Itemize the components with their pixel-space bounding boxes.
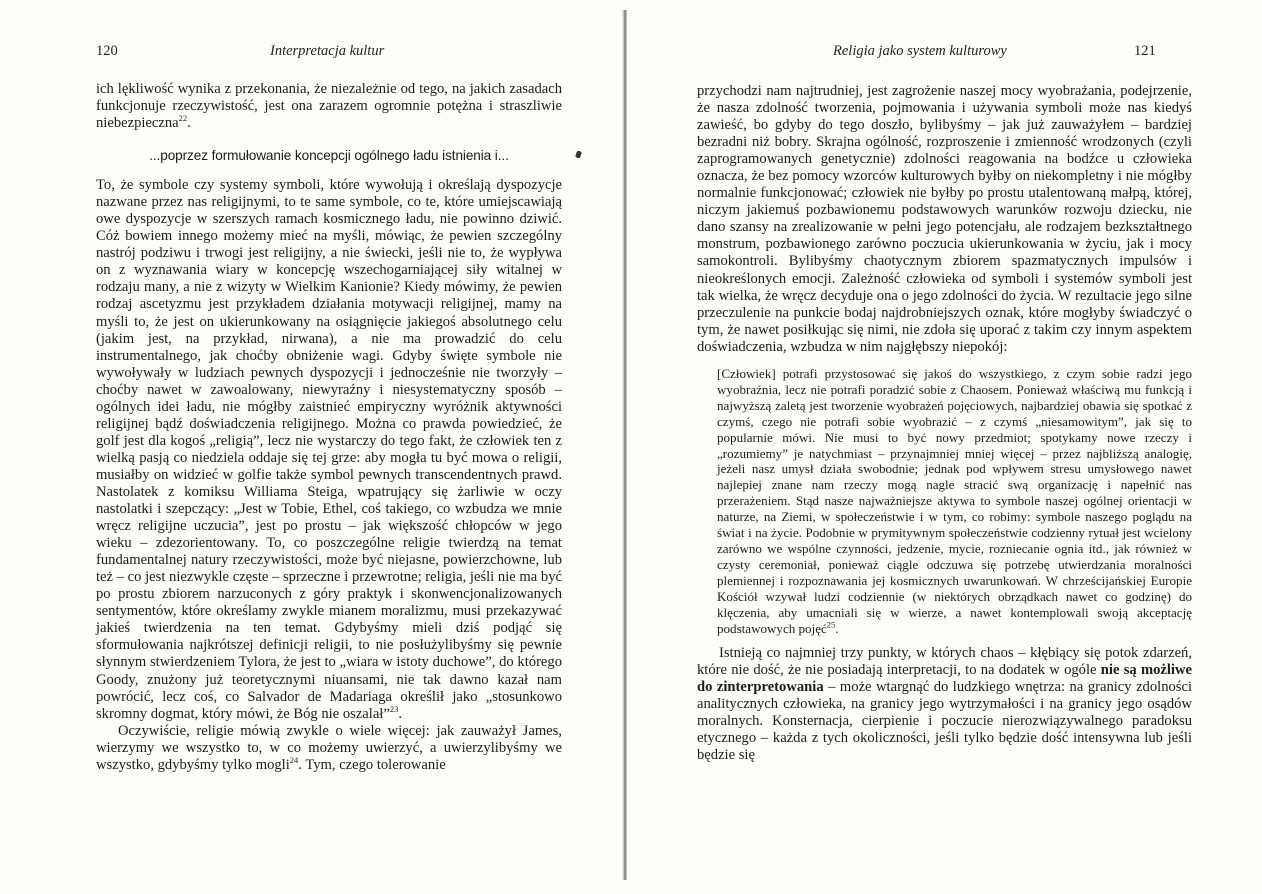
paragraph-tail: . Tym, czego tolerowanie bbox=[298, 756, 446, 773]
quote-tail: . bbox=[835, 621, 839, 636]
footnote-ref: 25 bbox=[826, 619, 836, 630]
top-paragraph: przychodzi nam najtrudniej, jest zagrożenie naszej mocy wyobrażania, podejrzenie, że nasza zdolność tworzenia, pojmowania i używania symboli może nas kiedyś zawieść, bo gdyby do tego doszło, bylibyśmy – jak już zauważyłem – bardziej bezradni niż bobry. Skrajna ogólność, rozproszenie i zmienność wrodzonych (czyli zaprogramowanych genetycznie) zdolności reagowania na bodźce u człowieka oznacza, że bez pomocy wzorców kulturowych byłby on niekompletny i nie mógłby normalnie funkcjonować; człowiek nie byłby po prostu utalentowaną małpą, której, niczym jakiemuś pozbawionemu podstawowych warunków rozwoju dziecku, nie dano szansy na zrealizowanie w pełni jego potencjału, ale rodzajem bezkształtnego monstrum, pozbawionego zarówno poczucia ukierunkowania w życiu, jak i mocy samokontroli. Bylibyśmy chaotycznym zbiorem spazmatycznych impulsów i nieokreślonych emocji. Zależność człowieka od symboli i systemów symboli jest tak wielka, że wręcz decyduje ona o jego zdolności do życia. W rezultacie jego silne przeczulenie na punkcie bodaj najdrobniejszych oznak, które mogłyby świadczyć o tym, że nawet posiłkując się nimi, nie zdoła się uporać z takim czy innym aspektem doświadczenia, wzbudza w nim najgłębszy niepokój: bbox=[697, 83, 1192, 355]
footnote-ref: 22 bbox=[178, 113, 188, 124]
paragraph-text: Oczywiście, religie mówią zwykle o wiele więcej: jak zauważył James, wierzymy we wszystko to, w co możemy uwierzyć, a uwierzylibyśmy we wszystko, gdybyśmy tylko mogli bbox=[96, 722, 562, 773]
right-page-body bbox=[697, 83, 1192, 764]
paragraph-text: To, że symbole czy systemy symboli, które wywołują i określają dyspozycje nazwane przez nas religijnymi, to te same symbole, co te, które umiejscawiają owe dyspozycje w szerszych ramach kosmicznego ładu, nie powinno dziwić. Cóż bowiem innego możemy mieć na myśli, mówiąc, że pewien szczególny nastrój podziwu i trwogi jest religijny, a nie świecki, jeśli nie to, że wypływa on z wyznawania wiary w koncepcję wszechogarniającej siły witalnej w rodzaju many, a nie z wizyty w Wielkim Kanionie? Kiedy mówimy, że pewien rodzaj ascetyzmu jest przykładem działania motywacji religijnej, mamy na myśli to, że jest on ukierunkowany na osiągnięcie jakiegoś absolutnego celu (jakim jest, na przykład, nirwana), a nie ma prowadzić do celu instrumentalnego, jak choćby obniżenie wagi. Gdyby święte symbole nie wywoływały w ludziach pewnych dyspozycji i jednocześnie nie tworzyły – choćby nawet w zawoalowany, niewyraźny i niesystematyczny sposób – ogólnych idei ładu, nie mógłby zaistnieć empiryczny wyróżnik aktywności religijnej bądź doświadczenia religijnego. Można co prawda powiedzieć, że golf jest dla kogoś „religią”, lecz nie wystarczy do tego fakt, że człowiek ten z wielką pasją co niedziela oddaje się tej grze: aby mogła tu być mowa o religii, musiałby on widzieć w golfie także symbol pewnych transcendentnych prawd. Nastolatek z komiksu Williama Steiga, wpatrujący się żarliwie w oczy nastolatki i szepczący: „Jest w Tobie, Ethel, coś takiego, co wzbudza we mnie wręcz religijne uczucia”, jest po prostu – jak większość chłopców w jego wieku – zdezorientowany. To, co poszczególne religie twierdzą na temat fundamentalnej natury rzeczywistości, może być niejasne, powierzchowne, lub też – co jest niezwykle częste – sprzeczne i przewrotne; religia, jeśli nie ma być po prostu zbiorem narzuconych z góry praktyk i skonwencjonalizowanych sentymentów, które określamy zwykle mianem moralizmu, musi przekazywać jakieś twierdzenia na ten temat. Gdybyśmy mieli dziś podjąć się sformułowania najkrótszej definicji religii, to nie posłużylibyśmy się pewnie słynnym stwierdzeniem Tylora, że jest to „wiara w istoty duchowe”, do którego Goody, znużony już teoretycznymi niuansami, nie tak dawno kazał nam powrócić, lecz coś, co Salvador de Madariaga określił jako „stosunkowo skromny dogmat, który mówi, że Bóg nie oszalał” bbox=[96, 177, 562, 722]
left-page-body bbox=[96, 81, 562, 774]
emphasis: nie są możliwe do zinterpretowania bbox=[697, 662, 1193, 696]
paragraph-text: ich lękliwość wynika z przekonania, że niezależnie od tego, na jakich zasadach funkcjonuje rzeczywistość, jest ona zarazem ogromnie potężna i straszliwie niebezpieczna bbox=[96, 81, 562, 132]
footnote-ref: 23 bbox=[389, 703, 399, 714]
bottom-paragraph bbox=[697, 645, 1192, 764]
page-number: 120 bbox=[96, 43, 118, 59]
quote-paragraph bbox=[717, 366, 1192, 637]
paragraph-text: Istnieją co najmniej trzy punkty, w których chaos – kłębiący się potok zdarzeń, które nie dość, że nie posiadają interpretacji, to na dodatek w ogóle bbox=[697, 644, 1192, 678]
page-number: 121 bbox=[1134, 43, 1156, 59]
left-page bbox=[0, 0, 630, 894]
opening-paragraph bbox=[96, 81, 562, 132]
paragraph-tail: – może wtargnąć do ludzkiego wnętrza: na granicy zdolności analitycznych człowieka, na granicy jego wytrzymałości i na granicy jego osądów moralnych. Konsternacja, cierpienie i poczucie nierozwiązywalnego paradoksu etycznego – każda z tych okoliczności, jeśli tylko będzie dość intensywna lub jeśli będzie się bbox=[697, 679, 1193, 764]
running-head: Interpretacja kultur bbox=[270, 43, 385, 59]
quote-text: [Człowiek] potrafi przystosować się jakoś do wszystkiego, z czym sobie radzi jego wyobraźnia, lecz nie potrafi poradzić sobie z Chaosem. Ponieważ właściwą mu funkcją i najwyższą zaletą jest tworzenie wyobrażeń pojęciowych, najbardziej obawia się spotkać z czymś, czego nie potrafi sobie wyobrazić – z czymś „niesamowitym”, jak się to popularnie mówi. Nie musi to być nowy przedmiot; spotykamy nowe rzeczy i „rozumiemy” je natychmiast – przynajmniej mniej więcej – przez najbliższą analogię, jeżeli nasz umysł działa swobodnie; jednak pod wpływem stresu umysłowego nawet najlepiej znane nam rzeczy mogą nagle stracić swą organizację i napełnić nas przerażeniem. Stąd nasze najważniejsze aktywa to symbole naszej ogólnej orientacji w naturze, na Ziemi, w społeczeństwie i w tym, co robimy: symbole naszego poglądu na świat i na życie. Podobnie w prymitywnym społeczeństwie codzienny rytuał jest wcielony zarówno we wspólne czynności, jedzenie, mycie, rozniecanie ognia itd., jak również w czysty ceremoniał, ponieważ ciągle odczuwa się potrzebę utwierdzania moralności plemiennej i rozpoznawania jej kosmicznych uwarunkowań. W chrześcijańskiej Europie Kościół wzywał ludzi codziennie (w niektórych obrządkach nawet co godzinę) do klęczenia, aby umacniali się w wierze, a nawet kontemplowali swoją akceptację podstawowych pojęć bbox=[717, 365, 1192, 636]
running-head: Religia jako system kulturowy bbox=[833, 43, 1007, 59]
block-quote bbox=[717, 366, 1192, 637]
footnote-ref: 24 bbox=[289, 754, 299, 765]
last-paragraph bbox=[96, 723, 562, 774]
paragraph-tail: . bbox=[187, 115, 191, 132]
paragraph-tail: . bbox=[398, 705, 402, 722]
right-page bbox=[631, 0, 1262, 894]
main-paragraph bbox=[96, 177, 562, 723]
section-heading: ...poprzez formułowanie koncepcji ogólnego ładu istnienia i... bbox=[149, 148, 509, 164]
book-gutter bbox=[622, 10, 627, 880]
